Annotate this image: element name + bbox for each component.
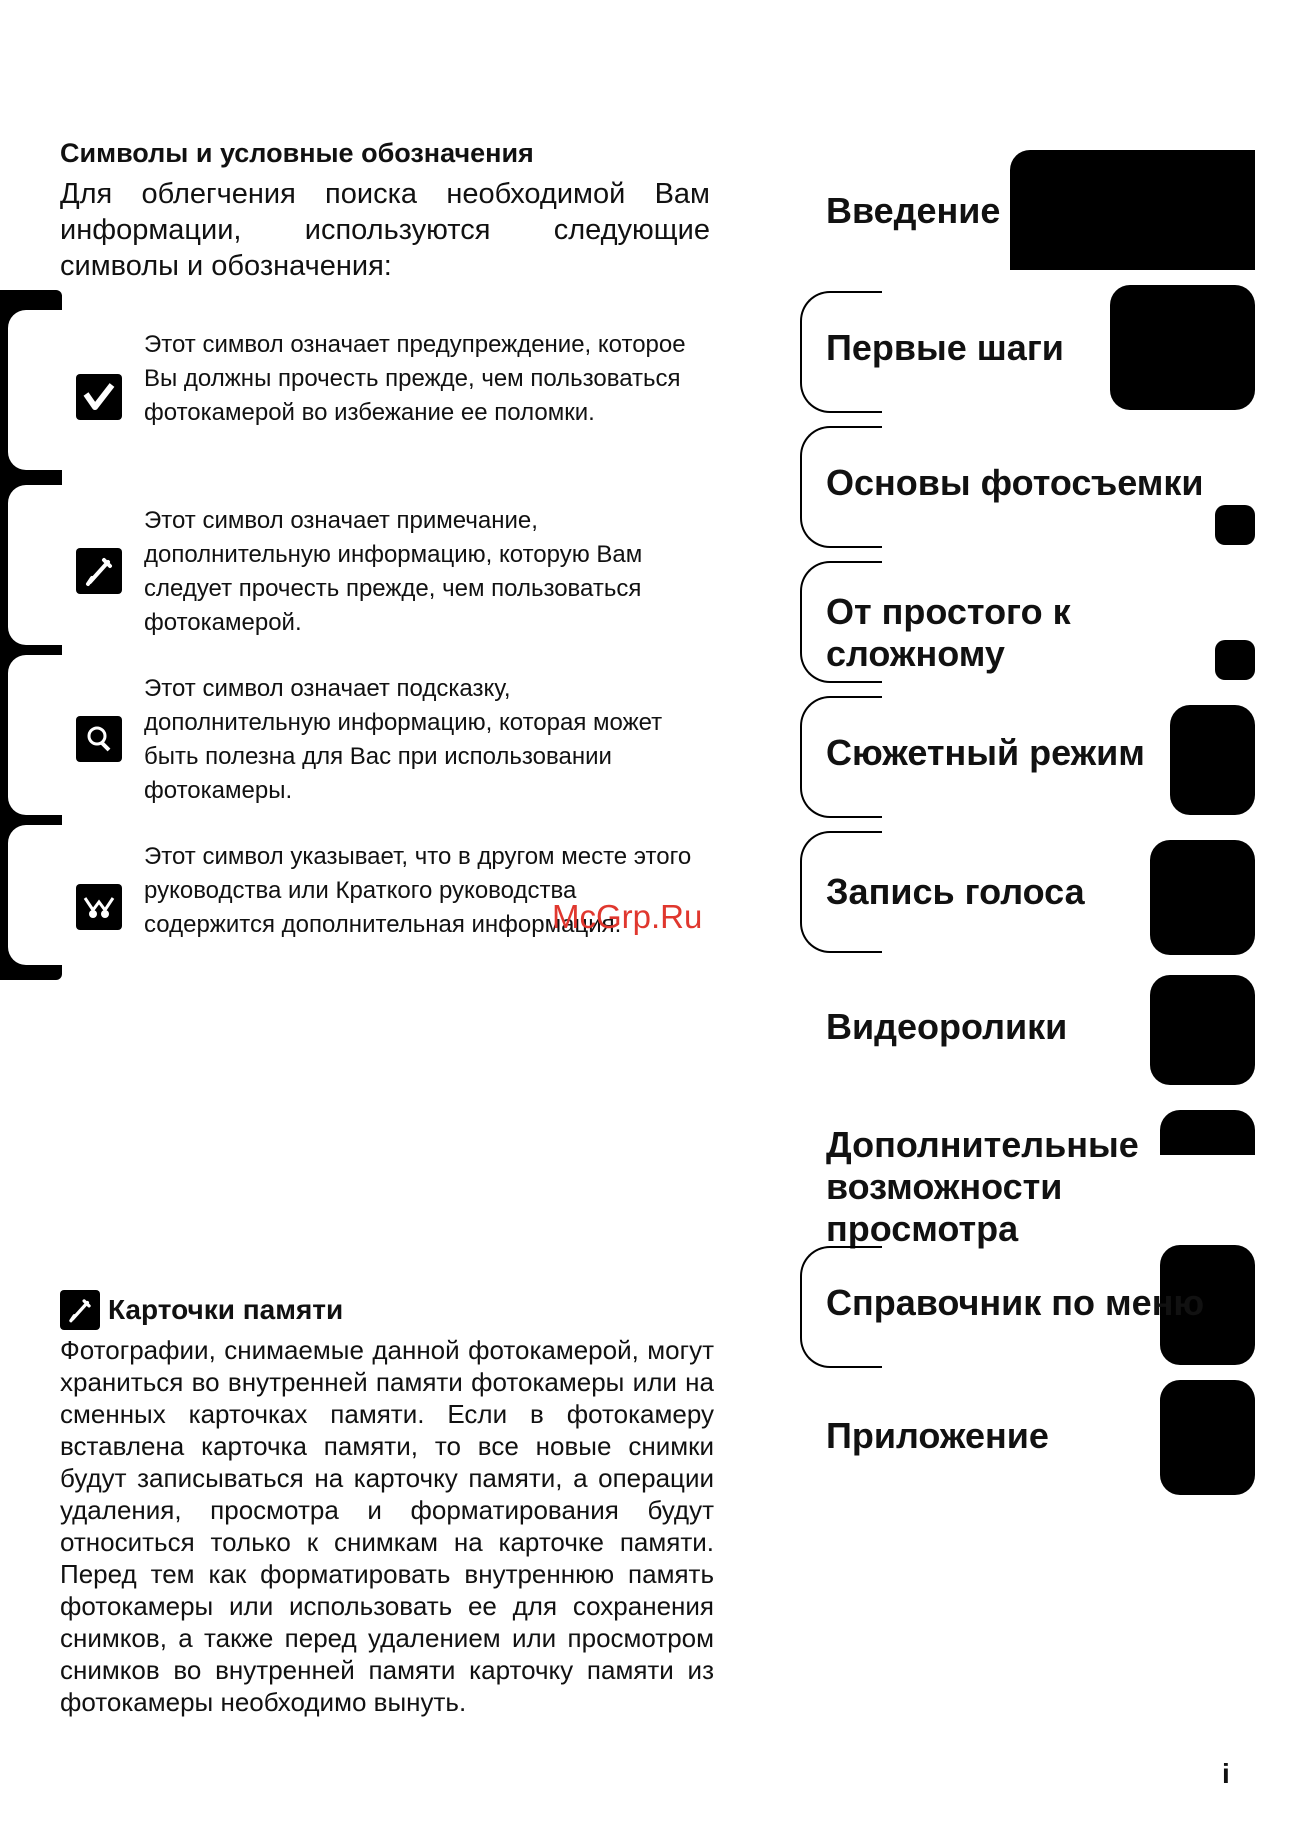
toc-label: Видеоролики: [826, 1006, 1068, 1047]
toc-label: Сюжетный режим: [826, 732, 1145, 773]
toc-item-voice-recording[interactable]: [800, 825, 1220, 955]
lightbulb-tip-icon: [76, 716, 122, 762]
toc-item-first-steps[interactable]: [800, 285, 1220, 415]
toc-item-basic-photography[interactable]: [800, 420, 1220, 550]
section-title: Символы и условные обозначения: [60, 138, 534, 168]
tab-block: [1215, 640, 1255, 680]
toc-item-simple-to-complex[interactable]: [800, 555, 1220, 685]
symbol-description: Этот символ означает предупреждение, которое Вы должны прочесть прежде, чем пользоваться фотокамерой во избежание ее поломки.: [144, 331, 686, 426]
toc-item-menu-guide[interactable]: [800, 1240, 1220, 1370]
toc-label: Справочник по меню: [826, 1282, 1205, 1323]
tab-block: [1215, 505, 1255, 545]
toc-item-movies[interactable]: [800, 960, 1220, 1090]
symbol-description: Этот символ указывает, что в другом месте этого руководства или Краткого руководства содержится дополнительная информация.: [144, 843, 692, 938]
memory-cards-title: Карточки памяти: [108, 1294, 344, 1325]
toc-label: Введение: [826, 190, 1001, 231]
memory-cards-body: Фотографии, снимаемые данной фотокамерой, могут храниться во внутренней памяти фотокамеры или на сменных карточках памяти. Если в фотокамеру вставлена карточка памяти, то все новые снимки будут записываться на карточку памяти, а операции удаления, просмотра и форматирования будут относиться только к снимкам на карточке памяти. Перед тем как форматировать внутреннюю память фотокамеры или использовать ее для сохранения снимков, а также перед удалением или просмотром снимков во внутренней памяти карточку памяти из фотокамеры необходимо вынуть.: [60, 1335, 714, 1717]
pencil-note-icon: [76, 548, 122, 594]
tab-notch: [8, 825, 62, 965]
toc-item-more-playback[interactable]: [800, 1110, 1220, 1249]
symbol-row-tip: [72, 672, 712, 812]
watermark: McGrp.Ru: [552, 898, 703, 935]
toc-label: Основы фотосъемки: [826, 462, 1204, 503]
memory-cards-heading: [60, 1290, 343, 1330]
symbol-description: Этот символ означает подсказку, дополнительную информацию, которая может быть полезна для Вас при использовании фотокамеры.: [144, 675, 663, 804]
toc-label: Запись голоса: [826, 871, 1085, 912]
toc-item-appendix[interactable]: [800, 1375, 1220, 1505]
checkmark-icon: [76, 374, 122, 420]
section-intro: Для облегчения поиска необходимой Вам информации, используются следующие символы и обозначения:: [60, 178, 710, 282]
symbol-description: Этот символ означает примечание, дополнительную информацию, которую Вам следует прочесть прежде, чем пользоваться фотокамерой.: [144, 507, 643, 636]
tab-notch: [8, 485, 62, 645]
tab-notch: [8, 310, 62, 470]
pencil-note-icon: [60, 1290, 100, 1330]
toc-label: Дополнительные возможности просмотра: [826, 1124, 1139, 1249]
toc-label: Первые шаги: [826, 327, 1064, 368]
symbol-row-note: [72, 504, 712, 644]
toc-item-scene-mode[interactable]: [800, 690, 1220, 820]
page-number: i: [1222, 1758, 1230, 1789]
symbol-row-warning: [72, 328, 712, 468]
toc-label: От простого к сложному: [826, 591, 1071, 674]
toc-item-introduction[interactable]: [800, 148, 1220, 278]
tab-notch: [8, 655, 62, 815]
toc-label: Приложение: [826, 1415, 1049, 1456]
eyes-reference-icon: [76, 884, 122, 930]
